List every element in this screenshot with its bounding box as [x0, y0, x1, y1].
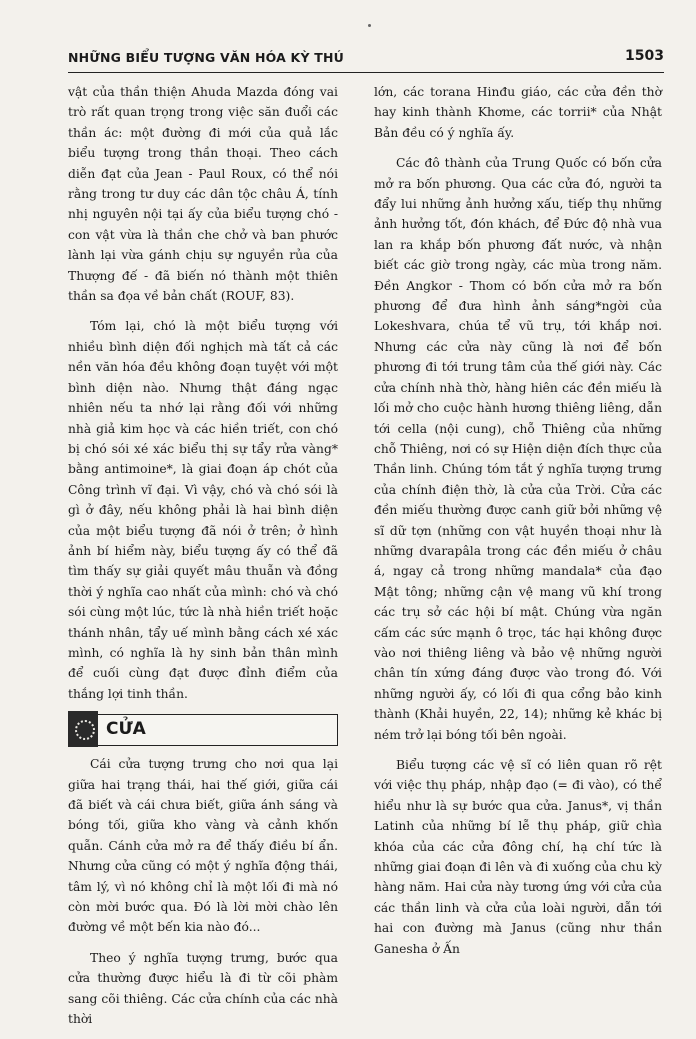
paragraph: Tóm lại, chó là một biểu tượng với nhiều bình diện đối nghịch mà tất cả các nền văn hóa đều không đoạn tuyệt với một bình diện nào. Nhưng thật đáng ngạc nhiên nếu ta nhớ lại rằng đối với những nhà giả kim học và các hiền triết, con chó bị chó sói xé xác biểu thị sự tẩy rửa vàng* bằng antimoine*, là giai đoạn áp chót của Công trình vĩ đại. Vì vậy, chó và chó sói là gì ở đây, nếu không phải là hai bình diện của một biểu tượng đã nói ở trên; ở hình ảnh bí hiểm này, biểu tượng ấy có thể đã tìm thấy sự giải quyết mâu thuẫn và đồng thời ý nghĩa cao nhất của mình: chó và chó sói cùng một lúc, tức là nhà hiền triết hoặc thánh nhân, tẩy uế mình bằng cách xé xác mình, có nghĩa là hy sinh bản thân mình để cuối cùng đạt được đỉnh điểm của thắng lợi tinh thần.	[68, 319, 338, 701]
paragraph: Theo ý nghĩa tượng trưng, bước qua cửa thường được hiểu là đi từ cõi phàm sang cõi thiêng. Các cửa chính của các nhà thời	[68, 950, 338, 1027]
section-title: CỬA	[106, 719, 146, 740]
running-title: NHỮNG BIỂU TƯỢNG VĂN HÓA KỲ THÚ	[68, 50, 344, 65]
page-number: 1503	[625, 48, 664, 64]
page-speck	[368, 24, 371, 27]
section-heading	[68, 714, 338, 746]
running-header	[68, 50, 664, 73]
ornament-icon	[68, 711, 98, 747]
paragraph: Biểu tượng các vệ sĩ có liên quan rõ rệt với việc thụ pháp, nhập đạo (= đi vào), có thể hiểu như là sự bước qua cửa. Janus*, vị thần Latinh của những bí lễ thụ pháp, giữ chìa khóa của các cửa đông chí, hạ chí tức là những giai đoạn đi lên và đi xuống của chu kỳ hàng năm. Hai cửa này tương ứng với cửa của các thần linh và cửa của loài người, dẫn tới hai con đường mà Janus (cũng như thần Ganesha ở Ấn	[374, 758, 662, 956]
right-column	[374, 82, 662, 969]
paragraph: lớn, các torana Hinđu giáo, các cửa đền thờ hay kinh thành Khơme, các torrii* của Nhật Bản đều có ý nghĩa ấy.	[374, 85, 662, 140]
paragraph: Cái cửa tượng trưng cho nơi qua lại giữa hai trạng thái, hai thế giới, giữa cái đã biết và cái chưa biết, giữa ánh sáng và bóng tối, giữa kho vàng và cảnh khốn quẫn. Cánh cửa mở ra để thấy điều bí ẩn. Nhưng cửa cũng có một ý nghĩa động thái, tâm lý, vì nó không chỉ là một lối đi mà nó còn mời bước qua. Đó là lời mời chào lên đường về một bến kia nào đó...	[68, 757, 338, 935]
paragraph: Các đô thành của Trung Quốc có bốn cửa mở ra bốn phương. Qua các cửa đó, người ta đẩy lui những ảnh hưởng xấu, tiếp thụ những ảnh hưởng tốt, đón khách, để Đức độ nhà vua lan ra khắp bốn phương đất nước, và nhận biết các giờ trong ngày, các mùa trong năm. Đền Angkor - Thom có bốn cửa mở ra bốn phương để đưa hình ảnh sáng*ngời của Lokeshvara, chúa tể vũ trụ, tới khắp nơi. Nhưng các cửa này cũng là nơi để bốn phương đi tới trung tâm của thế giới này. Các cửa chính nhà thờ, hàng hiên các đền miếu là lối mở cho cuộc hành hương thiêng liêng, dẫn tới cella (nội cung), chỗ Thiêng của những chỗ Thiêng, nơi có sự Hiện diện đích thực của Thần linh. Chúng tóm tắt ý nghĩa tượng trưng của chính điện thờ, là cửa của Trời. Cửa các đền miếu thường được canh giữ bởi những vệ sĩ dữ tợn (những con vật huyền thoại như là những dvarapâla trong các đền miếu ở châu á, ngay cả trong những mandala* của đạo Mật tông; những cận vệ mang vũ khí trong các trụ sở các hội bí mật. Chúng vừa ngăn cấm các sức mạnh ô trọc, tác hại không được vào nơi thiêng liêng và bảo vệ những người chân tín xứng đáng được vào trong đó. Với những người ấy, có lối đi qua cổng bảo kinh thành (Khải huyền, 22, 14); những kẻ khác bị ném trở lại bóng tối bên ngoài.	[374, 156, 662, 742]
paragraph: vật của thần thiện Ahuda Mazda đóng vai trò rất quan trọng trong việc săn đuổi các thần ác: một đường đi mới của quả lắc biểu tượng trong thần thoại. Theo cách diễn đạt của Jean - Paul Roux, có thể nói rằng trong tư duy các dân tộc châu Á, tính nhị nguyên nội tại ấy của biểu tượng chó - con vật vừa là thần che chở và ban phước lành lại vừa gánh chịu sự nguyền rủa của Thượng đế - đã biến nó thành một thiên thần sa đọa về bản chất (ROUF, 83).	[68, 85, 338, 304]
left-column	[68, 82, 338, 1039]
